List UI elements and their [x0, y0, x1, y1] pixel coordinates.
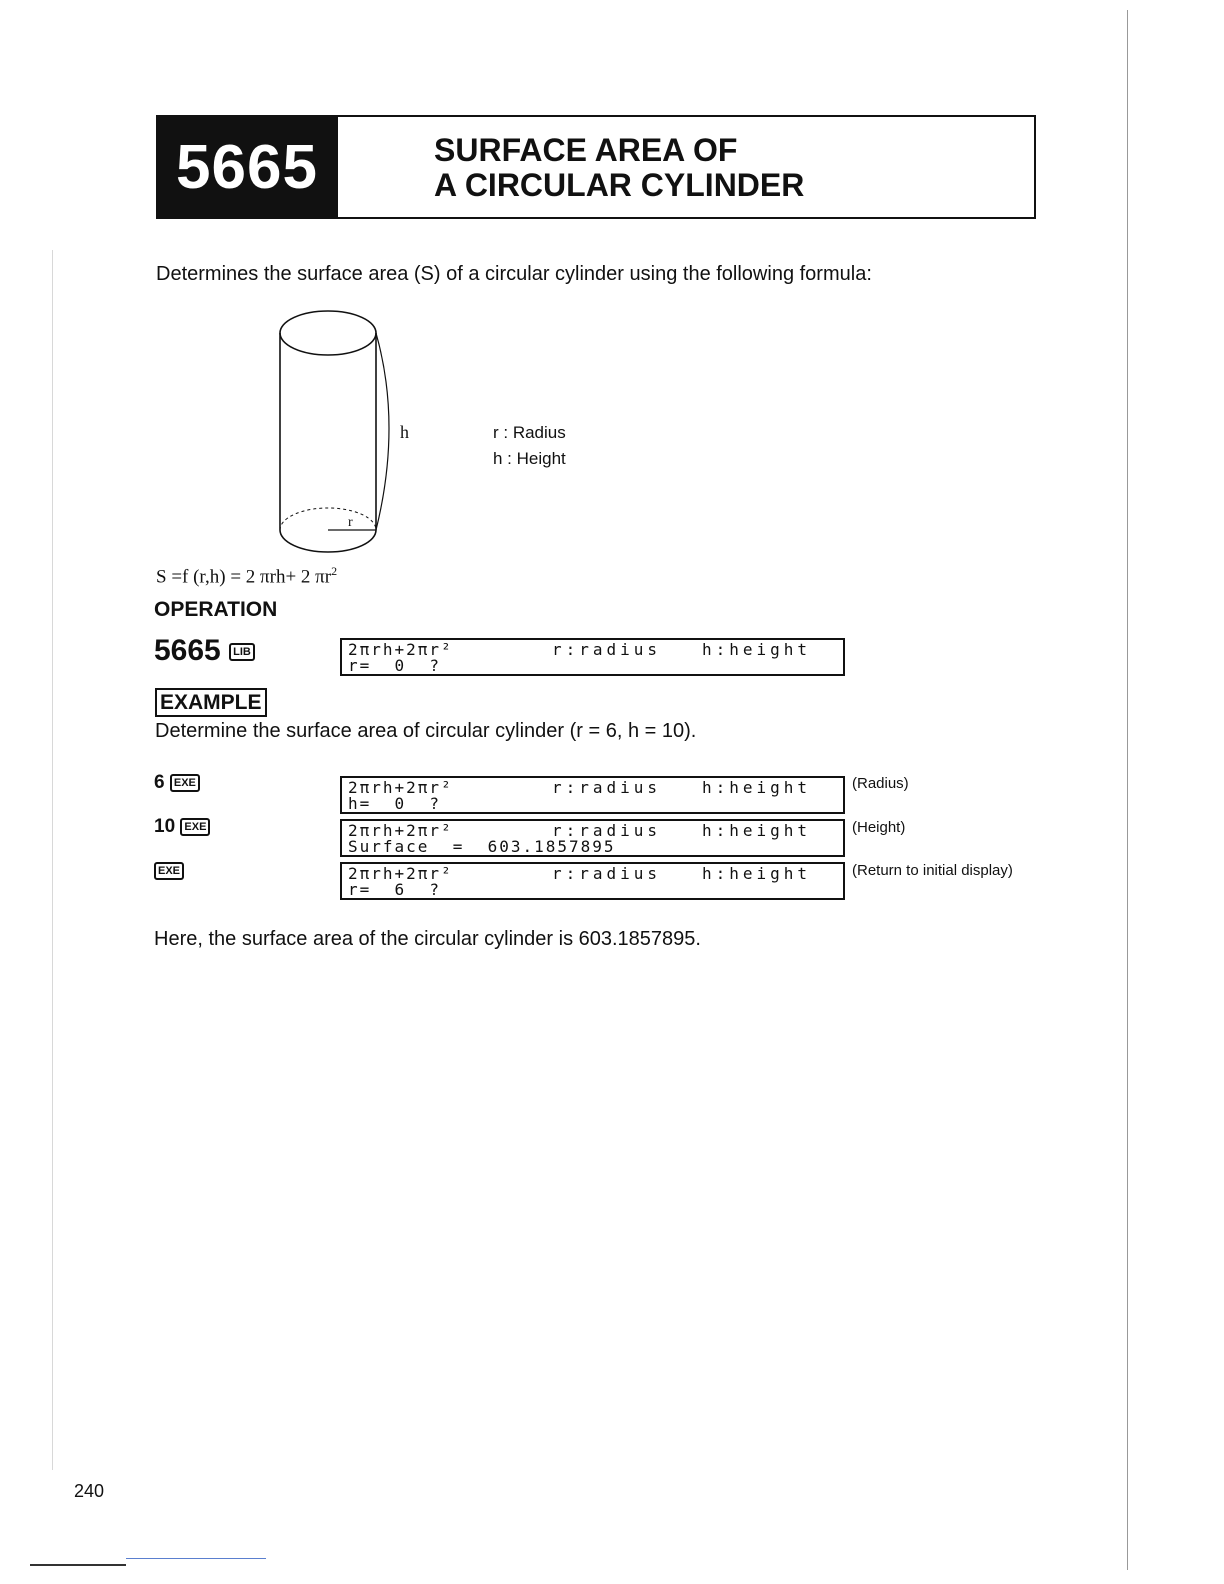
legend-radius: r : Radius	[493, 423, 566, 442]
result-text: Here, the surface area of the circular cylinder is 603.1857895.	[154, 928, 701, 950]
lib-key-icon: LIB	[229, 643, 255, 661]
lcd-display-step-3	[340, 862, 845, 900]
lcd-line-1: 2πrh+2πr²	[348, 864, 453, 883]
right-margin-line	[1127, 10, 1128, 1570]
lcd-display-step-1	[340, 776, 845, 814]
lcd-r-label: r:radius	[552, 864, 662, 883]
exe-key-icon: EXE	[154, 862, 184, 880]
step-2-note: (Height)	[852, 819, 906, 836]
bottom-rule-dark	[30, 1564, 126, 1566]
exe-key-icon: EXE	[170, 774, 200, 792]
step-1-note: (Radius)	[852, 775, 909, 792]
example-tag: EXAMPLE	[155, 688, 267, 717]
lcd-r-label: r:radius	[552, 821, 662, 840]
operation-program	[154, 634, 255, 668]
lcd-h-label: h:height	[702, 864, 812, 883]
lcd-line-2: r= 0 ?_	[348, 656, 453, 675]
step-1-input	[154, 772, 200, 794]
lcd-display-step-2	[340, 819, 845, 857]
title-line-1: SURFACE AREA OF	[434, 132, 738, 168]
exe-key-icon: EXE	[180, 818, 210, 836]
lcd-line-2: r= 6 ?_	[348, 880, 453, 899]
lcd-line-2: h= 0 ?_	[348, 794, 453, 813]
step-3-input	[154, 860, 184, 882]
height-label: h	[400, 422, 409, 442]
step-2-value: 10	[154, 816, 176, 837]
operation-program-number: 5665	[154, 634, 221, 667]
step-3-note: (Return to initial display)	[852, 862, 1013, 879]
lcd-h-label: h:height	[702, 640, 812, 659]
lcd-line-2: Surface = 603.1857895	[348, 837, 616, 856]
program-number: 5665	[156, 115, 338, 219]
formula	[156, 564, 337, 588]
lcd-display-initial	[340, 638, 845, 676]
intro-text: Determines the surface area (S) of a circular cylinder using the following formula:	[156, 263, 872, 285]
lcd-h-label: h:height	[702, 778, 812, 797]
cylinder-diagram	[270, 305, 430, 565]
step-2-input	[154, 816, 210, 838]
lcd-line-1: 2πrh+2πr²	[348, 821, 453, 840]
lcd-r-label: r:radius	[552, 640, 662, 659]
radius-label: r	[348, 515, 353, 530]
bottom-rule-blue	[126, 1558, 266, 1559]
left-margin-line	[52, 250, 53, 1470]
operation-heading: OPERATION	[154, 598, 278, 621]
example-text: Determine the surface area of circular cylinder (r = 6, h = 10).	[155, 720, 697, 742]
lcd-h-label: h:height	[702, 821, 812, 840]
title-line-2: A CIRCULAR CYLINDER	[434, 167, 805, 203]
formula-exponent: 2	[331, 564, 338, 578]
lcd-line-1: 2πrh+2πr²	[348, 778, 453, 797]
lcd-line-1: 2πrh+2πr²	[348, 640, 453, 659]
step-1-value: 6	[154, 772, 165, 793]
page-number: 240	[74, 1481, 105, 1501]
formula-text: S =f (r,h) = 2 πrh+ 2 πr	[156, 566, 332, 588]
legend-height: h : Height	[493, 449, 566, 468]
lcd-r-label: r:radius	[552, 778, 662, 797]
page-title	[434, 133, 804, 203]
